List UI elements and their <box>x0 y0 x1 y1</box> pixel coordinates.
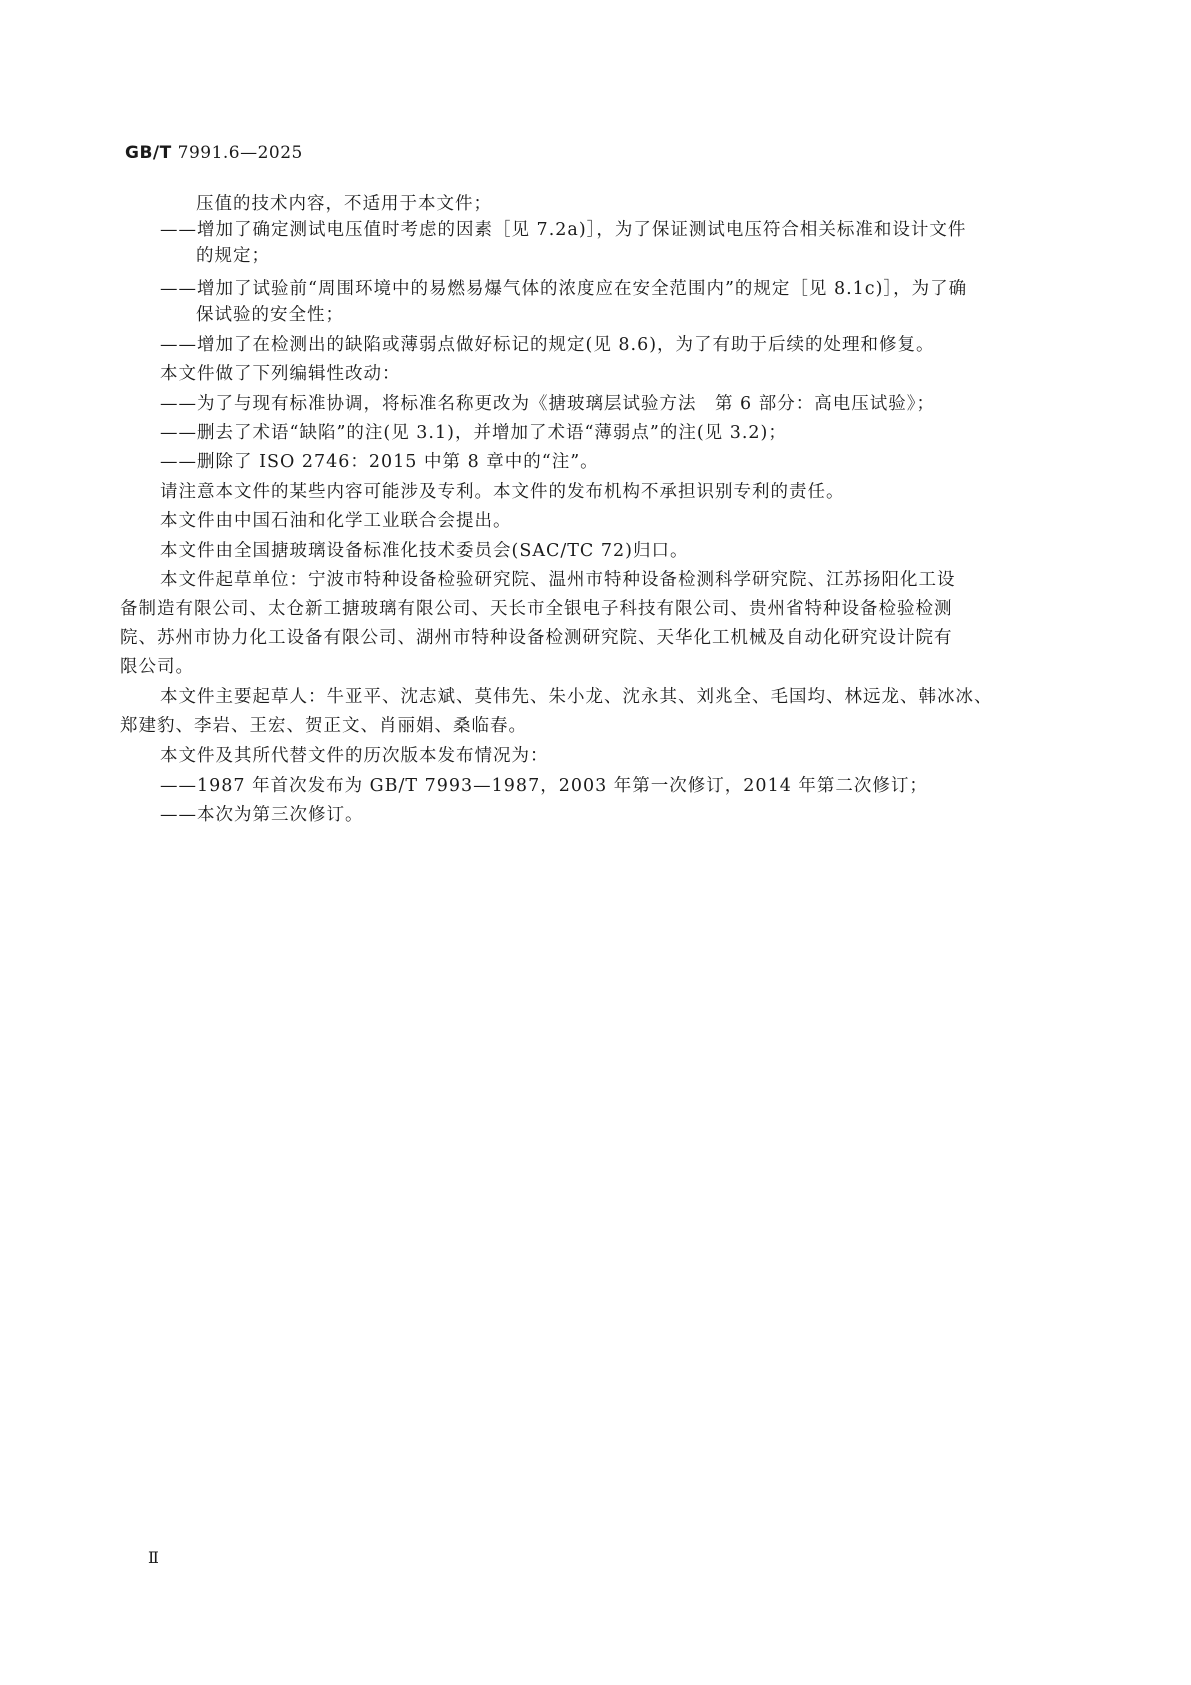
text-line: ——增加了试验前“周围环境中的易燃易爆气体的浓度应在安全范围内”的规定［见 8.1c)］，为了确 <box>160 279 968 299</box>
text-line: 本文件及其所代替文件的历次版本发布情况为： <box>160 746 549 766</box>
text-line: 请注意本文件的某些内容可能涉及专利。本文件的发布机构不承担识别专利的责任。 <box>160 482 845 502</box>
text-line: ——增加了在检测出的缺陷或薄弱点做好标记的规定(见 8.6)，为了有助于后续的处理和修复。 <box>160 335 935 355</box>
standard-number: 7991.6—2025 <box>177 143 303 163</box>
text-line: 本文件由中国石油和化学工业联合会提出。 <box>160 511 512 531</box>
text-line: 的规定； <box>196 246 270 266</box>
text-line: 院、苏州市协力化工设备有限公司、湖州市特种设备检测研究院、天华化工机械及自动化研究设计院有 <box>120 628 953 648</box>
document-header <box>125 143 303 163</box>
text-line: ——删除了 ISO 2746：2015 中第 8 章中的“注”。 <box>160 452 599 472</box>
text-line: ——本次为第三次修订。 <box>160 805 364 825</box>
standard-code: GB/T <box>125 143 172 163</box>
text-line: 郑建豹、李岩、王宏、贺正文、肖丽娟、桑临春。 <box>120 716 527 736</box>
text-line: 本文件起草单位：宁波市特种设备检验研究院、温州市特种设备检测科学研究院、江苏扬阳化工设 <box>160 570 956 590</box>
text-line: 本文件做了下列编辑性改动： <box>160 364 401 384</box>
text-line: ——1987 年首次发布为 GB/T 7993—1987，2003 年第一次修订，2014 年第二次修订； <box>160 776 928 796</box>
text-line: 保试验的安全性； <box>196 305 344 325</box>
text-line: 限公司。 <box>120 657 194 677</box>
text-line: ——删去了术语“缺陷”的注(见 3.1)，并增加了术语“薄弱点”的注(见 3.2)； <box>160 423 787 443</box>
text-line: ——为了与现有标准协调，将标准名称更改为《搪玻璃层试验方法 第 6 部分：高电压试验》； <box>160 394 936 414</box>
text-line: 本文件由全国搪玻璃设备标准化技术委员会(SAC/TC 72)归口。 <box>160 541 689 561</box>
text-line: 备制造有限公司、太仓新工搪玻璃有限公司、天长市全银电子科技有限公司、贵州省特种设备检验检测 <box>120 599 953 619</box>
text-line: ——增加了确定测试电压值时考虑的因素［见 7.2a)］，为了保证测试电压符合相关标准和设计文件 <box>160 220 967 240</box>
text-line: 压值的技术内容，不适用于本文件； <box>196 194 492 214</box>
text-line: 本文件主要起草人：牛亚平、沈志斌、莫伟先、朱小龙、沈永其、刘兆全、毛国均、林远龙、韩冰冰、 <box>160 687 993 707</box>
page-number: Ⅱ <box>148 1548 159 1567</box>
